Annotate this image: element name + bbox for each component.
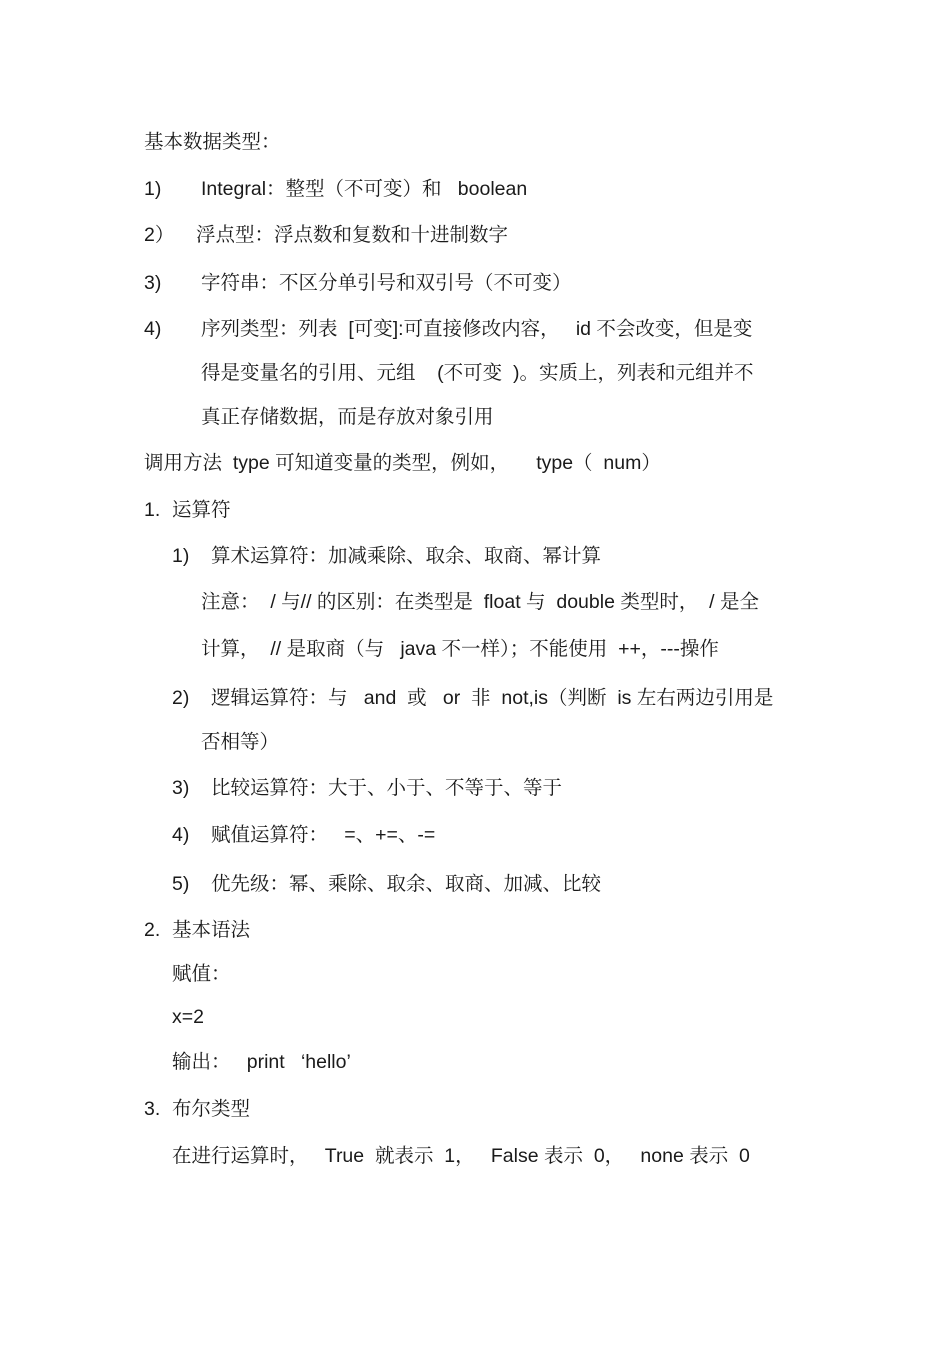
type-1-text: Integral：整型（不可变）和 boolean [201,178,528,200]
operator-3-text: 比较运算符：大于、小于、不等于、等于 [211,777,563,799]
type-4-line-1: 序列类型：列表 [可变]:可直接修改内容， id 不会改变，但是变 [201,318,753,340]
section-2-title: 基本语法 [172,919,251,941]
section-1-title: 运算符 [172,499,231,521]
boolean-line-1: 在进行运算时， True 就表示 1， False 表示 0， none 表示 0 [172,1145,750,1167]
type-4-line-3: 真正存储数据，而是存放对象引用 [201,406,494,428]
operator-2-line-1: 逻辑运算符：与 and 或 or 非 not,is（判断 is 左右两边引用是 [211,687,774,709]
operator-2-number: 2) [172,687,190,709]
section-1-number: 1. [144,499,161,521]
type-3-number: 3) [144,272,162,294]
operator-1-number: 1) [172,545,190,567]
type-4-number: 4) [144,318,162,340]
operator-3-number: 3) [172,777,190,799]
operator-5-text: 优先级：幂、乘除、取余、取商、加减、比较 [211,873,602,895]
operator-2-line-2: 否相等） [201,731,280,753]
operator-4-text: 赋值运算符： =、+=、-= [211,824,436,846]
section-3-number: 3. [144,1098,161,1120]
type-4-line-2: 得是变量名的引用、元组 (不可变 )。实质上，列表和元组并不 [201,362,754,384]
section-3-title: 布尔类型 [172,1098,251,1120]
type-3-text: 字符串：不区分单引号和双引号（不可变） [201,272,572,294]
syntax-line-1: 赋值： [172,963,231,985]
operator-1-text: 算术运算符：加减乘除、取余、取商、幂计算 [211,545,602,567]
type-note: 调用方法 type 可知道变量的类型，例如， type（ num） [144,452,661,474]
type-1-number: 1) [144,178,162,200]
operator-5-number: 5) [172,873,190,895]
syntax-line-3: 输出： print ‘hello’ [172,1051,351,1073]
type-2-text: 浮点型：浮点数和复数和十进制数字 [196,224,509,246]
operator-note-line-2: 计算， // 是取商（与 java 不一样）；不能使用 ++，---操作 [201,638,719,660]
syntax-line-2: x=2 [172,1006,204,1028]
doc-heading: 基本数据类型： [144,131,281,153]
operator-4-number: 4) [172,824,190,846]
section-2-number: 2. [144,919,161,941]
type-2-number: 2） [144,224,175,246]
operator-note-line-1: 注意： / 与// 的区别：在类型是 float 与 double 类型时， / 是全 [201,591,760,613]
